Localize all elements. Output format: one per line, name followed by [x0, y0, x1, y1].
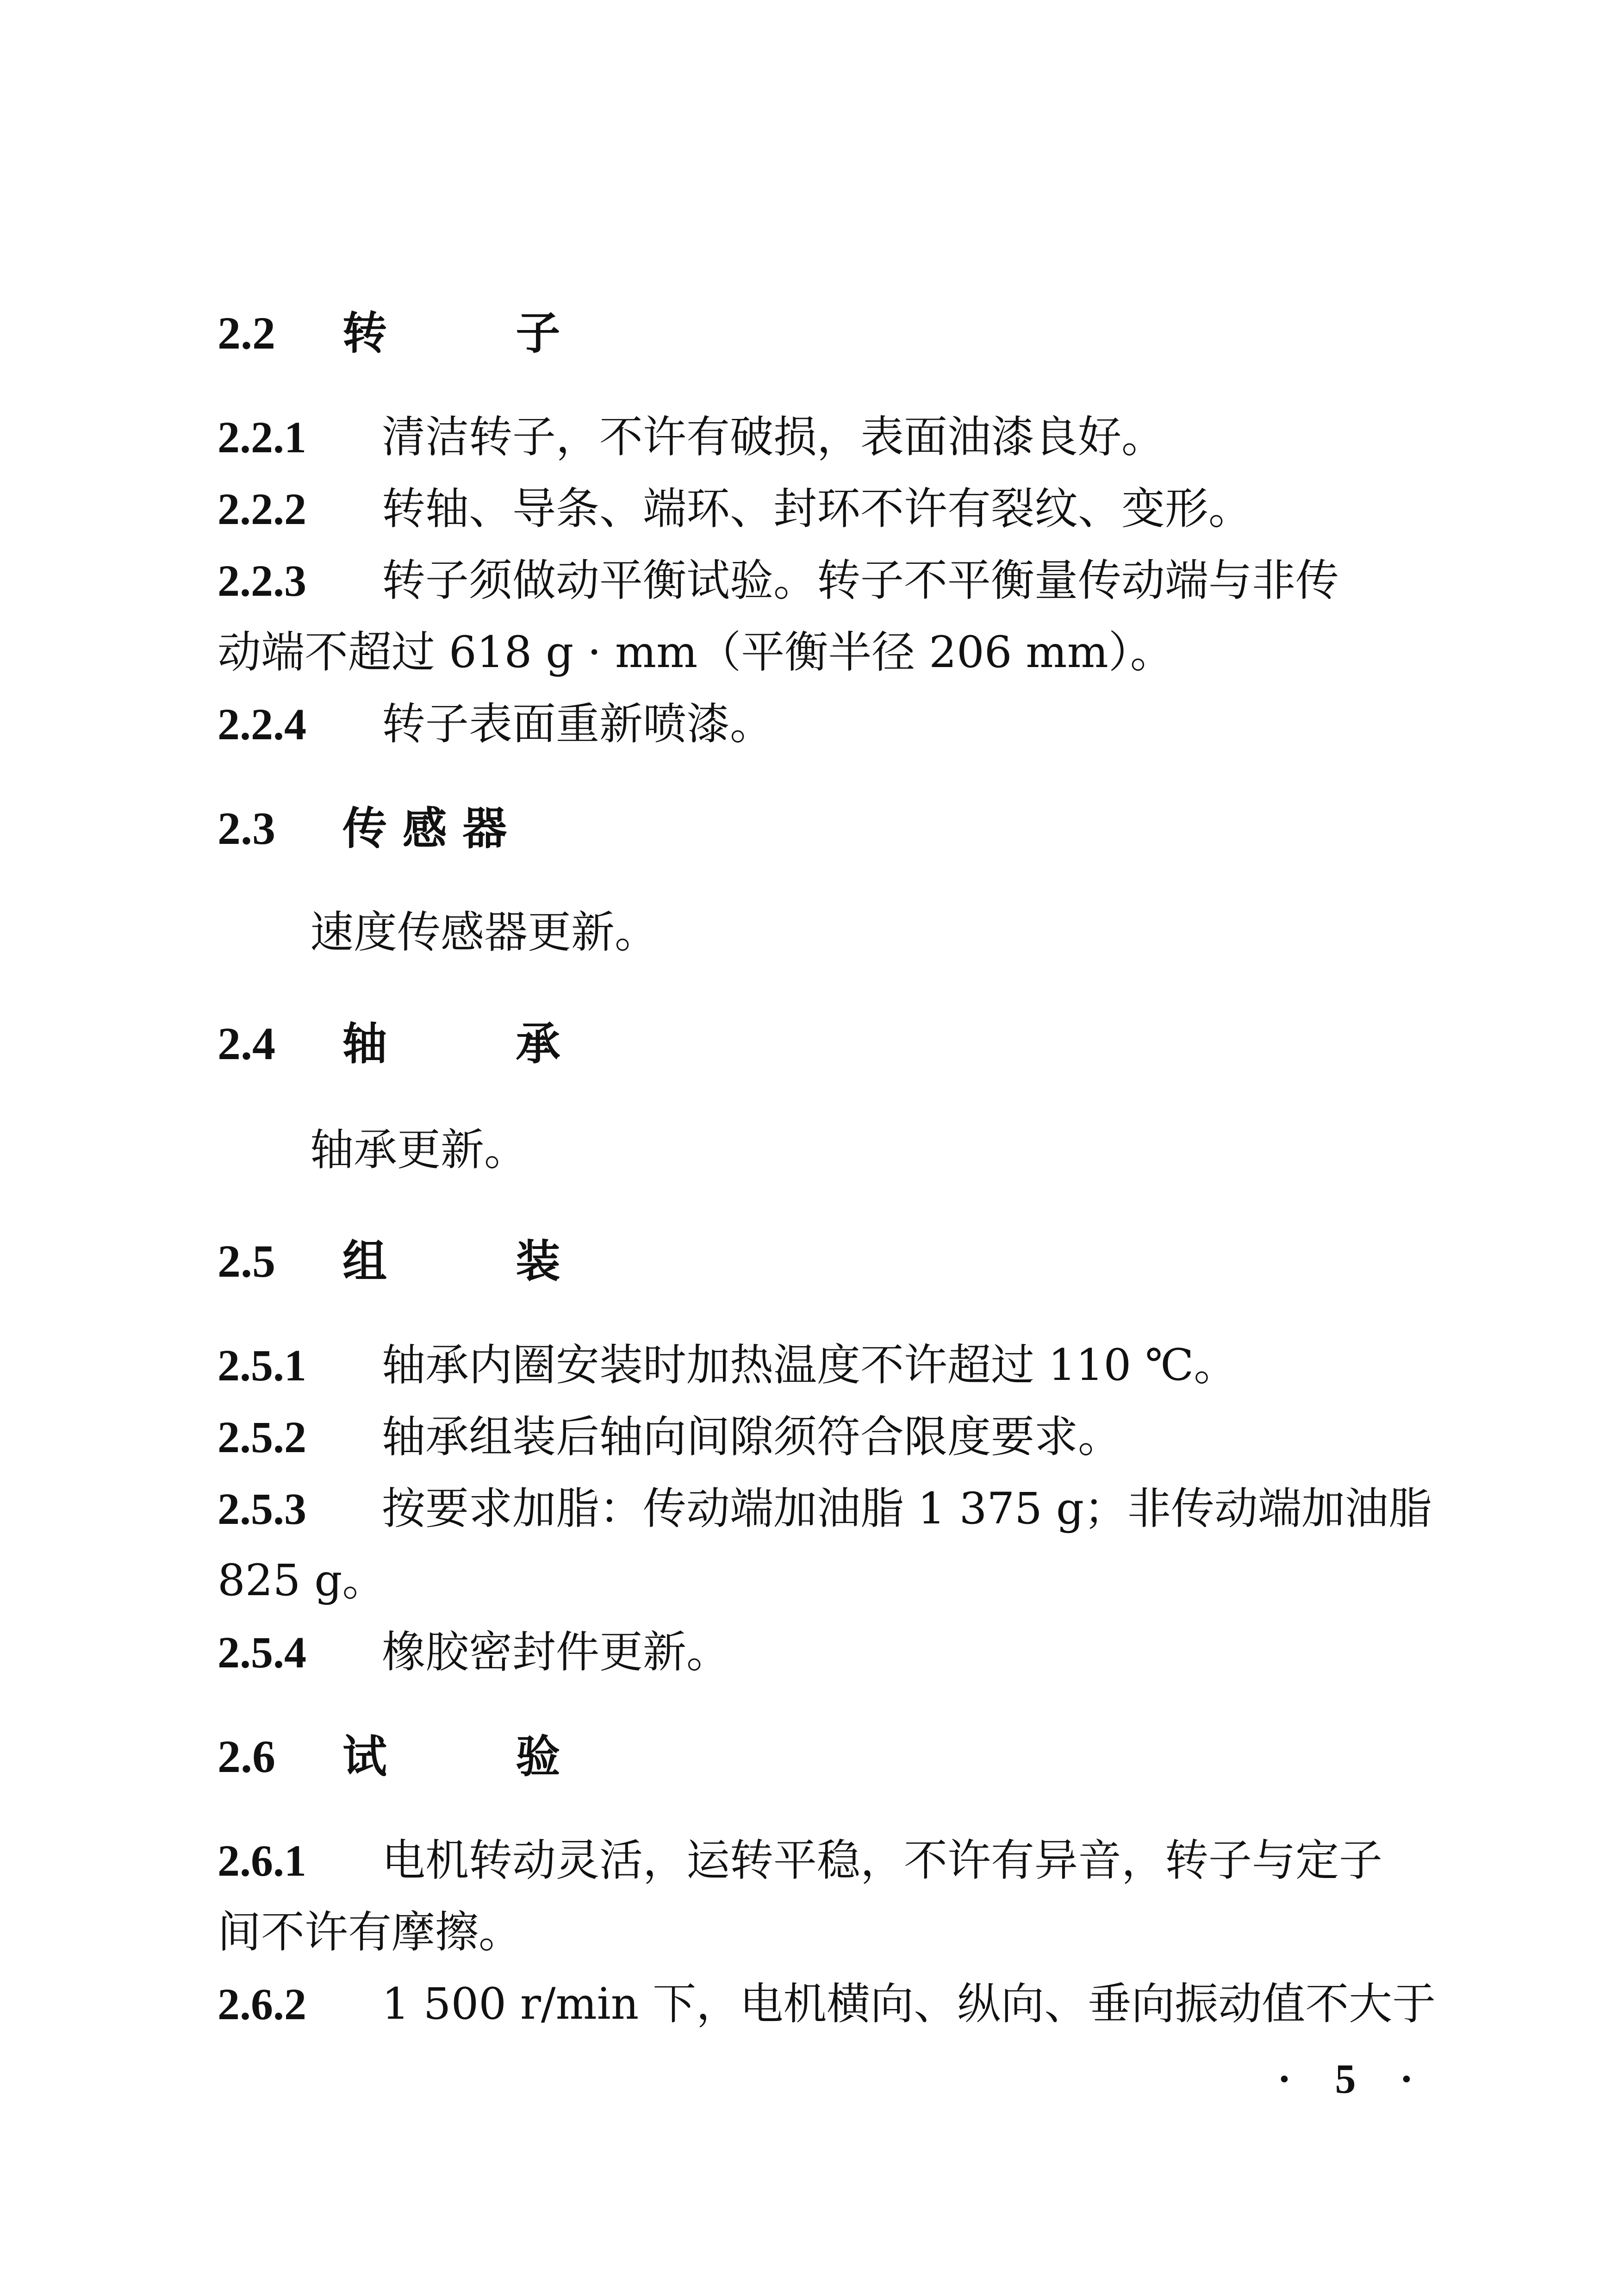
heading-2-4 [0, 1011, 1618, 1076]
clause-2-2-2 [0, 477, 1618, 542]
section-title: 传感器 [342, 803, 523, 855]
body-text: 轴承更新。 [310, 1125, 528, 1175]
clause-2-5-2 [0, 1405, 1618, 1470]
section-number: 2.3 [218, 803, 275, 854]
heading-2-5 [0, 1229, 1618, 1294]
section-number: 2.2 [218, 307, 275, 359]
clause-2-6-1-continued [0, 1900, 1618, 1965]
clause-number: 2.2.4 [218, 699, 306, 749]
heading-2-6 [0, 1724, 1618, 1789]
clause-2-2-4 [0, 692, 1618, 757]
body-text: 速度传感器更新。 [310, 907, 659, 958]
clause-number: 2.5.3 [218, 1484, 306, 1534]
clause-number: 2.5.2 [218, 1412, 306, 1462]
clause-number: 2.2.2 [218, 484, 306, 534]
clause-text: 1 500 r/min 下，电机横向、纵向、垂向振动值不大于 [382, 1979, 1436, 2029]
clause-text: 动端不超过 618 g · mm（平衡半径 206 mm）。 [218, 627, 1174, 678]
clause-number: 2.6.1 [218, 1836, 306, 1885]
clause-text: 电机转动灵活，运转平稳，不许有异音，转子与定子 [382, 1835, 1383, 1886]
section-title: 轴 承 [342, 1018, 603, 1070]
clause-2-6-2 [0, 1972, 1618, 2037]
clause-2-2-3 [0, 549, 1618, 613]
heading-2-2 [0, 301, 1618, 366]
clause-text: 转轴、导条、端环、封环不许有裂纹、变形。 [382, 484, 1252, 534]
section-body-2-4 [0, 1118, 1618, 1183]
section-title: 转 子 [342, 307, 603, 359]
clause-number: 2.5.4 [218, 1628, 306, 1677]
section-number: 2.6 [218, 1731, 275, 1782]
clause-2-2-1 [0, 405, 1618, 470]
section-title: 组 装 [342, 1235, 603, 1287]
clause-2-5-3-continued [0, 1548, 1618, 1613]
clause-text: 转子表面重新喷漆。 [382, 699, 774, 749]
heading-2-3 [0, 796, 1618, 861]
page-number: · 5 · [1277, 2056, 1431, 2102]
clause-2-2-3-continued [0, 620, 1618, 685]
clause-text: 825 g。 [218, 1555, 386, 1606]
clause-2-5-4 [0, 1620, 1618, 1685]
clause-text: 转子须做动平衡试验。转子不平衡量传动端与非传 [382, 555, 1339, 606]
clause-text: 轴承内圈安装时加热温度不许超过 110 ℃。 [382, 1340, 1238, 1391]
clause-2-5-1 [0, 1333, 1618, 1398]
clause-number: 2.2.3 [218, 556, 306, 605]
section-body-2-3 [0, 900, 1618, 965]
clause-2-5-3 [0, 1477, 1618, 1541]
clause-2-6-1 [0, 1828, 1618, 1893]
clause-text: 清洁转子，不许有破损，表面油漆良好。 [382, 412, 1165, 462]
clause-text: 间不许有摩擦。 [218, 1907, 523, 1958]
clause-text: 轴承组装后轴向间隙须符合限度要求。 [382, 1412, 1122, 1462]
clause-text: 按要求加脂：传动端加油脂 1 375 g；非传动端加油脂 [382, 1484, 1432, 1534]
section-number: 2.5 [218, 1235, 275, 1287]
section-title: 试 验 [342, 1731, 603, 1783]
clause-text: 橡胶密封件更新。 [382, 1627, 730, 1678]
clause-number: 2.2.1 [218, 412, 306, 462]
clause-number: 2.5.1 [218, 1341, 306, 1390]
clause-number: 2.6.2 [218, 1979, 306, 2029]
section-number: 2.4 [218, 1018, 275, 1069]
